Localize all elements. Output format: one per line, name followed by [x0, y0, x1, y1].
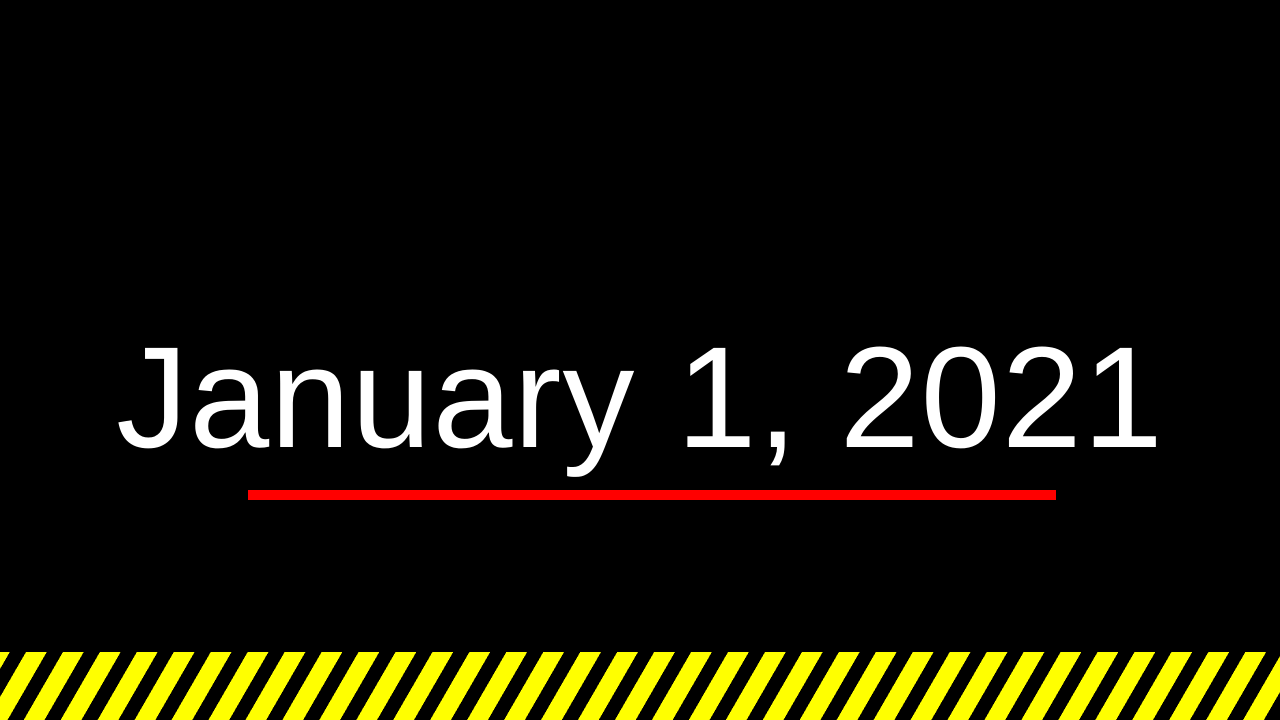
red-underline [248, 490, 1056, 500]
hazard-stripe-bar [0, 652, 1280, 720]
date-title: January 1, 2021 [116, 317, 1164, 478]
